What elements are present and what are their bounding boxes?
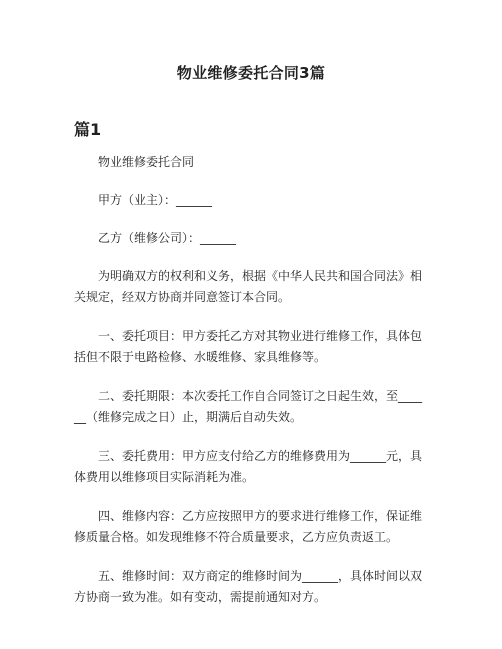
preamble-paragraph: 为明确双方的权利和义务，根据《中华人民共和国合同法》相关规定，经双方协商并同意签订本合同。 [74,269,423,304]
contract-name-paragraph: 物业维修委托合同 [98,155,195,169]
section-heading: 篇1 [74,120,102,139]
clause-1-paragraph: 一、委托项目：甲方委托乙方对其物业进行维修工作，具体包括但不限于电路检修、水暖维修、家具维修等。 [74,329,423,364]
party-a-paragraph: 甲方（业主）：______ [98,193,213,207]
document-body [74,152,426,626]
party-b-paragraph: 乙方（维修公司）：______ [98,231,237,245]
clause-3-paragraph: 三、委托费用：甲方应支付给乙方的维修费用为______元，具体费用以维修项目实际消耗为准。 [74,449,423,484]
document-title: 物业维修委托合同3篇 [176,64,326,82]
clause-2-paragraph: 二、委托期限：本次委托工作自合同签订之日起生效，至______（维修完成之日）止，期满后自动失效。 [74,389,423,424]
clause-5-paragraph: 五、维修时间：双方商定的维修时间为______，具体时间以双方协商一致为准。如有变动，需提前通知对方。 [74,569,423,604]
clause-4-paragraph: 四、维修内容：乙方应按照甲方的要求进行维修工作，保证维修质量合格。如发现维修不符合质量要求，乙方应负责返工。 [74,509,423,544]
